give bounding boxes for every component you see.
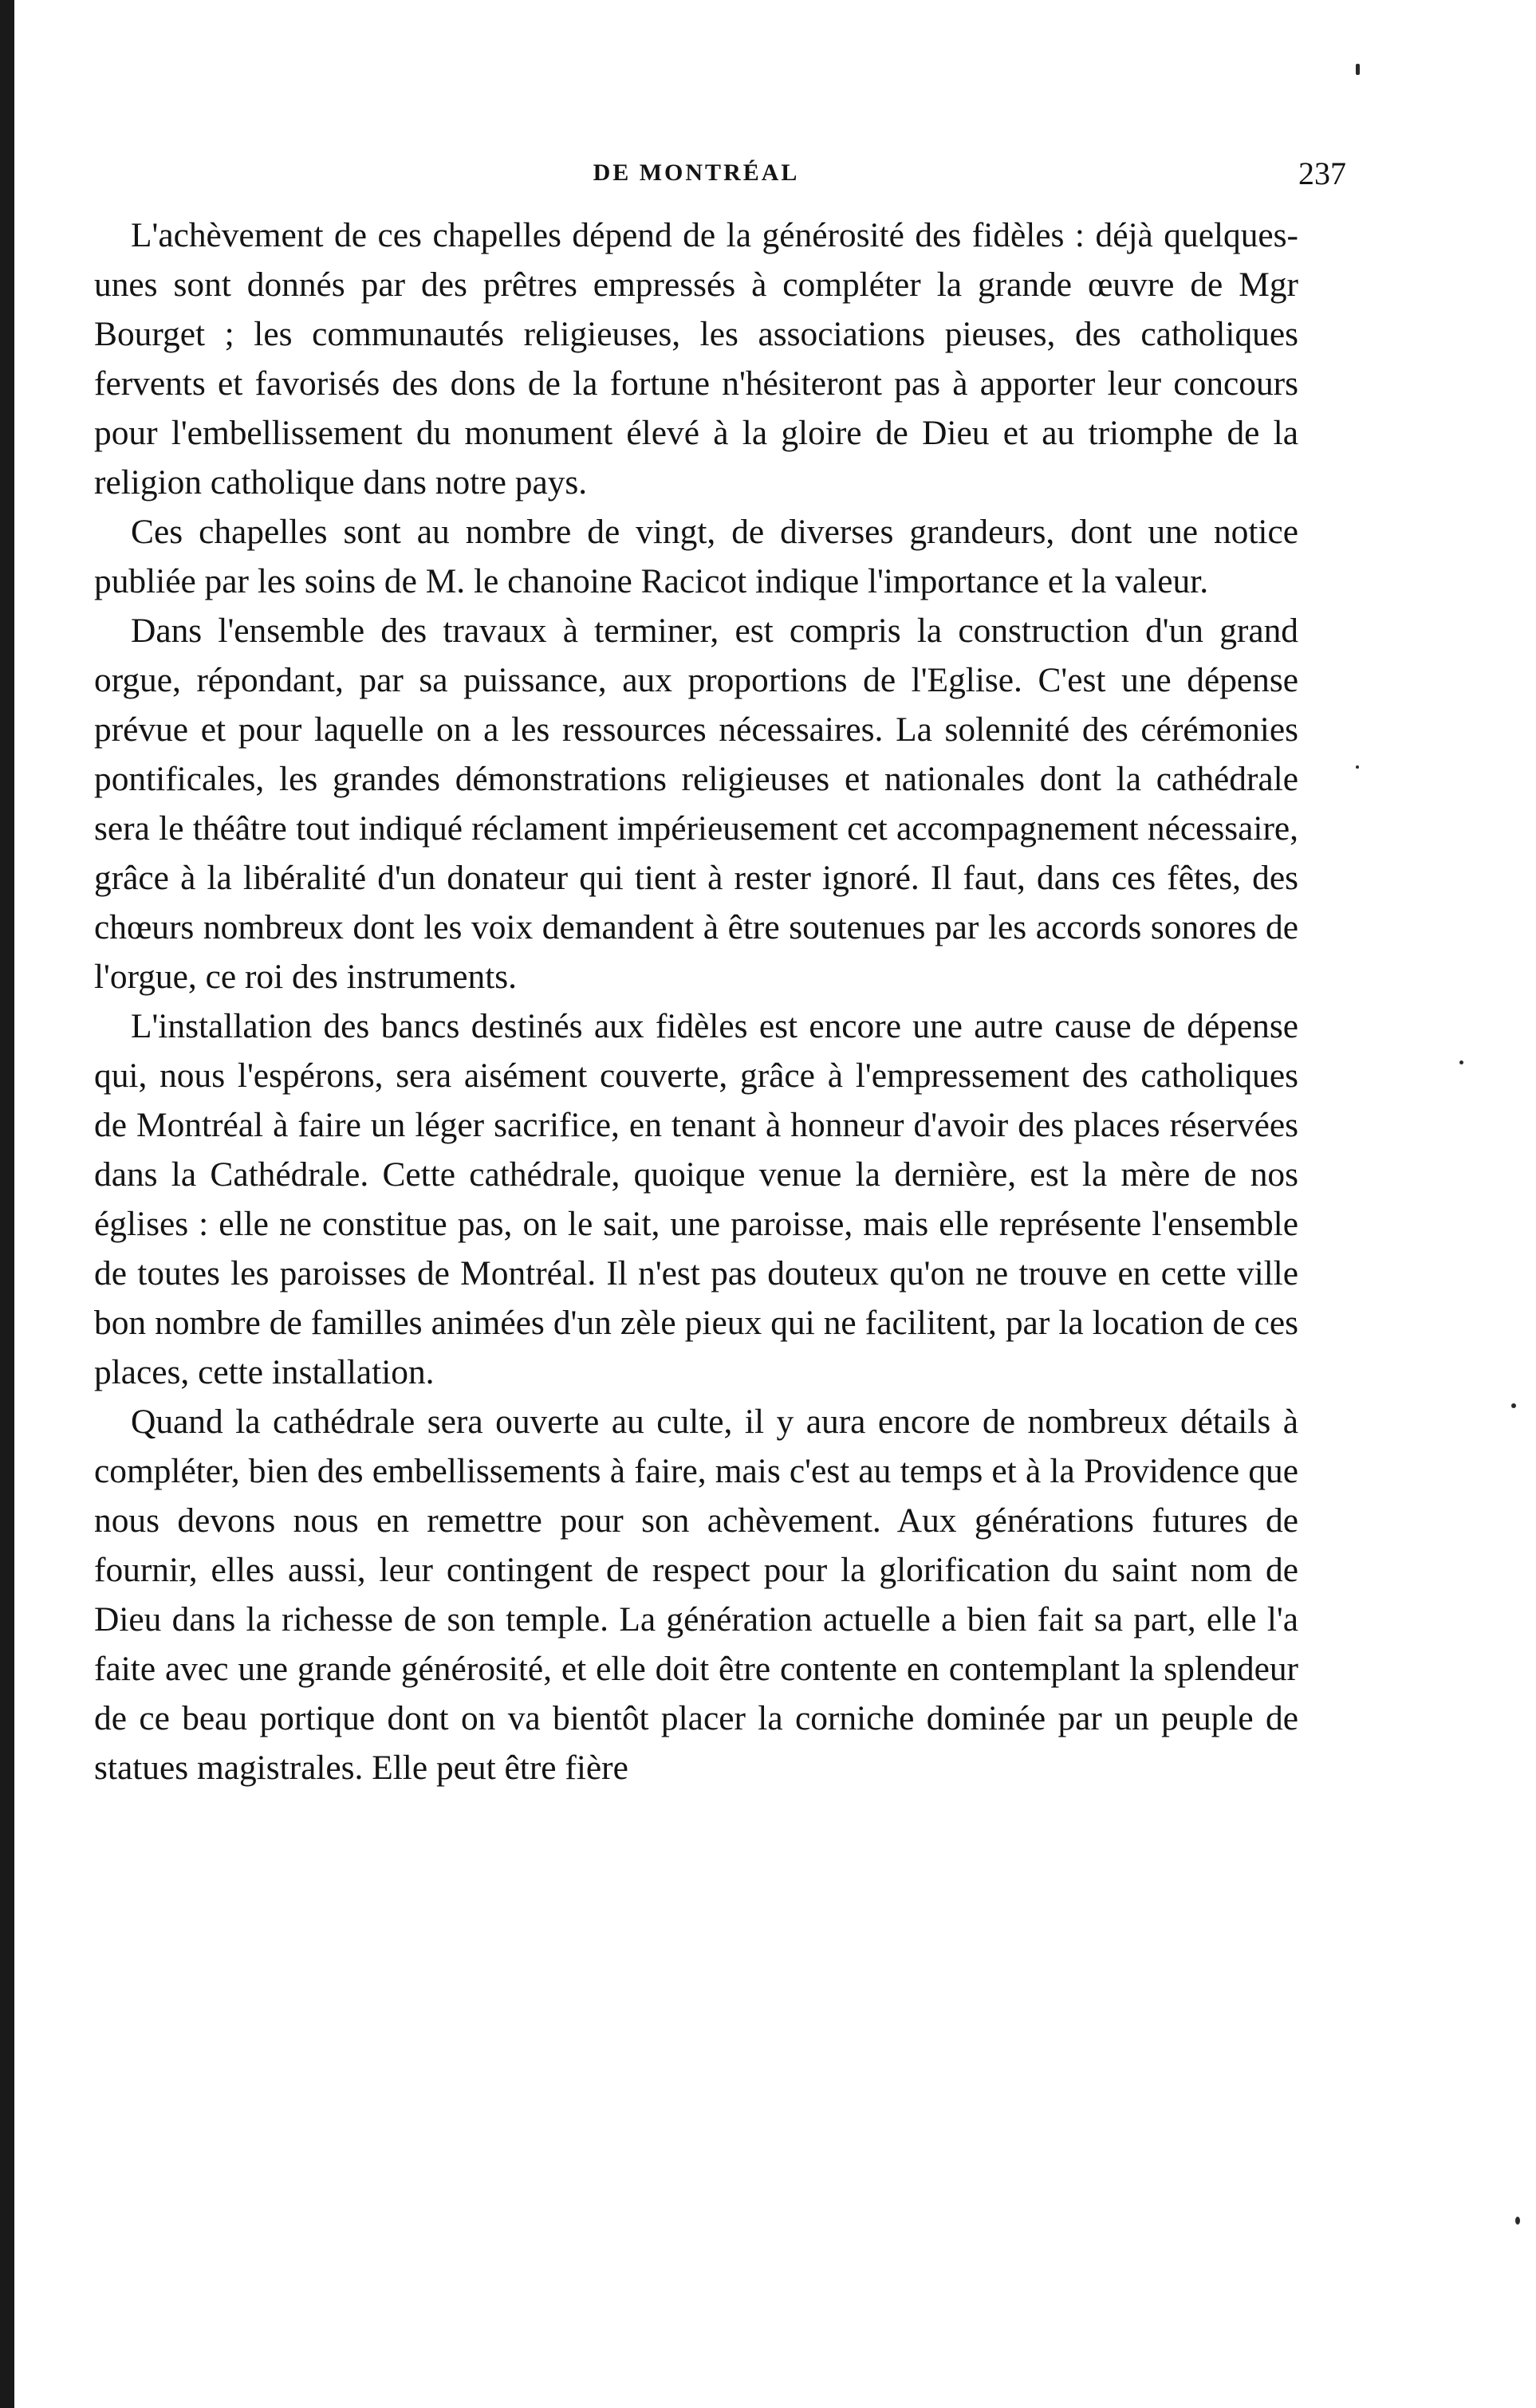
paragraph: L'installation des bancs destinés aux fidèles est encore une autre cause de dépense qui, nous l'espérons, sera aisément couverte, grâce à l'empressement des catholiques de Montréal à faire un léger sacrifice, en tenant à honneur d'avoir des places réservées dans la Cathédrale. Cette cathédrale, quoique venue la dernière, est la mère de nos églises : elle ne constitue pas, on le sait, une paroisse, mais elle représente l'ensemble de toutes les paroisses de Montréal. Il n'est pas douteux qu'on ne trouve en cette ville bon nombre de familles animées d'un zèle pieux qui ne facilitent, par la location de ces places, cette installation.: [94, 1007, 1298, 1391]
paragraph: L'achèvement de ces chapelles dépend de la générosité des fidèles : déjà quelques-unes sont donnés par des prêtres empressés à compléter la grande œuvre de Mgr Bourget ; les communautés religieuses, les associations pieuses, des catholiques fervents et favorisés des dons de la fortune n'hésiteront pas à apporter leur concours pour l'embellissement du monument élevé à la gloire de Dieu et au triomphe de la religion catholique dans notre pays.: [94, 216, 1298, 502]
running-title: DE MONTRÉAL: [593, 159, 800, 186]
paragraph: Dans l'ensemble des travaux à terminer, est compris la construction d'un grand orgue, répondant, par sa puissance, aux proportions de l'Eglise. C'est une dépense prévue et pour laquelle on a les ressources nécessaires. La solennité des cérémonies pontificales, les grandes démonstrations religieuses et nationales dont la cathédrale sera le théâtre tout indiqué réclament impérieusement cet accompagnement nécessaire, grâce à la libéralité d'un donateur qui tient à rester ignoré. Il faut, dans ces fêtes, des chœurs nombreux dont les voix demandent à être soutenues par les accords sonores de l'orgue, ce roi des instruments.: [94, 612, 1298, 996]
scan-binding-edge: [0, 0, 14, 2408]
paragraph: Quand la cathédrale sera ouverte au culte, il y aura encore de nombreux détails à compléter, bien des embellissements à faire, mais c'est au temps et à la Providence que nous devons nous en remettre pour son achèvement. Aux générations futures de fournir, elles aussi, leur contingent de respect pour la glorification du saint nom de Dieu dans la richesse de son temple. La génération actuelle a bien fait sa part, elle l'a faite avec une grande générosité, et elle doit être contente en contemplant la splendeur de ce beau portique dont on va bientôt placer la corniche dominée par un peuple de statues magistrales. Elle peut être fière: [94, 1403, 1298, 1787]
body-text: [94, 211, 1298, 1792]
running-header: [94, 151, 1346, 201]
scan-speck: [1356, 64, 1360, 75]
scan-speck: [1515, 2217, 1520, 2225]
book-page: [94, 151, 1346, 1792]
page-number: 237: [1298, 155, 1346, 191]
scan-speck: [1511, 1403, 1516, 1408]
paragraph: Ces chapelles sont au nombre de vingt, de diverses grandeurs, dont une notice publiée par les soins de M. le chanoine Racicot indique l'importance et la valeur.: [94, 513, 1298, 600]
scan-speck: [1356, 765, 1359, 769]
scan-speck: [1459, 1060, 1463, 1064]
